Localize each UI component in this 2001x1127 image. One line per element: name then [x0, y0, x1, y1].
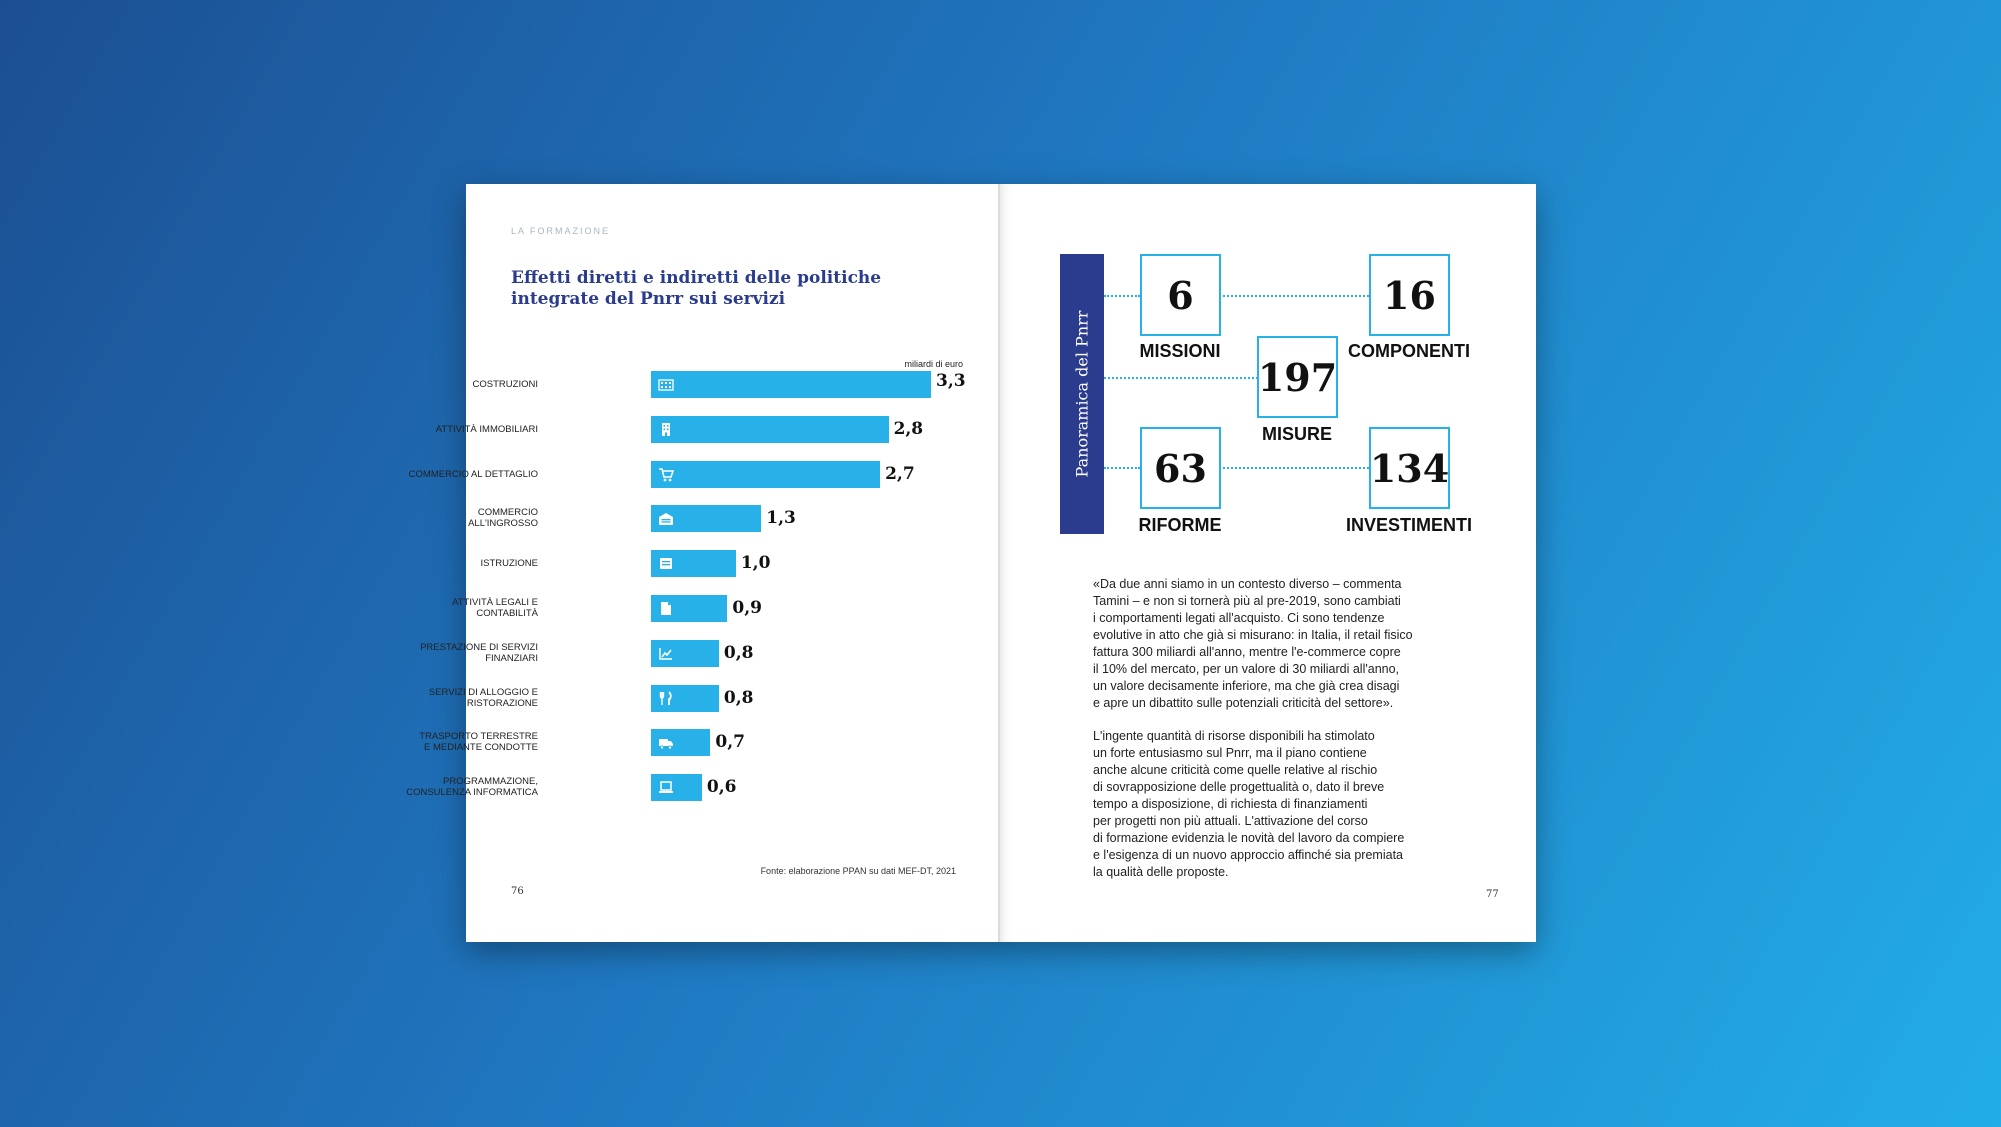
bar: [651, 685, 719, 712]
category-label-line: CONSULENZA INFORMATICA: [406, 787, 538, 799]
category-label: [338, 731, 538, 753]
bar: [651, 505, 761, 532]
category-label-line: SERVIZI DI ALLOGGIO E: [428, 686, 538, 698]
bar-row: [419, 729, 1000, 756]
section-kicker: LA FORMAZIONE: [511, 226, 611, 236]
page-number-left: 76: [511, 886, 524, 897]
text-line: tempo a disposizione, di richiesta di finanziamenti: [1093, 797, 1368, 811]
bar: [651, 595, 727, 622]
value-label: 2,7: [885, 463, 915, 484]
bar: [651, 774, 702, 801]
quote-paragraph: [1093, 576, 1453, 712]
stat-box-missioni: 6: [1140, 254, 1221, 336]
category-label: [338, 642, 538, 664]
category-label-line: RISTORAZIONE: [466, 697, 538, 709]
category-label-line: PRESTAZIONE DI SERVIZI: [420, 641, 538, 653]
text-line: Tamini – e non si tornerà più al pre-2019, sono cambiati: [1093, 594, 1401, 608]
bar-row: [466, 550, 1000, 577]
stat-box-riforme: 63: [1140, 427, 1221, 509]
stat-label-investimenti: INVESTIMENTI: [1345, 515, 1472, 535]
category-label-line: ATTIVITÀ IMMOBILIARI: [435, 423, 538, 435]
value-label: 3,3: [936, 371, 966, 391]
category-label-line: ALL'INGROSSO: [468, 518, 538, 530]
text-line: di sovrapposizione delle progettualità o, dato il breve: [1093, 780, 1385, 794]
text-line: e apre un dibattito sulle potenziali criticità del settore».: [1093, 696, 1394, 710]
text-line: evolutive in atto che già si misurano: in Italia, il retail fisico: [1093, 628, 1413, 642]
bar: [651, 461, 880, 488]
chart-icon: [658, 646, 674, 661]
connector-line: [1219, 295, 1369, 297]
category-label: [338, 597, 538, 619]
value-label: 0,7: [715, 732, 745, 753]
stat-box-componenti: 16: [1369, 254, 1450, 336]
bar-row: [408, 461, 1000, 488]
right-page: [1000, 184, 1536, 942]
category-label-line: E MEDIANTE CONDOTTE: [423, 742, 538, 754]
stat-box-misure: 197: [1257, 336, 1338, 418]
value-label: 1,3: [766, 508, 796, 529]
bar: [651, 640, 719, 667]
laptop-icon: [658, 780, 674, 795]
left-page: [406, 184, 1000, 942]
chart-title: Effetti diretti e indiretti delle politiche integrate del Pnrr sui servizi: [511, 268, 882, 309]
text-line: la qualità delle proposte.: [1093, 865, 1229, 879]
cutlery-icon: [658, 691, 674, 706]
connector-line: [1104, 295, 1140, 297]
connector-line: [1104, 377, 1258, 379]
bar: [651, 729, 710, 756]
building-icon: [658, 377, 674, 392]
connector-line: [1104, 467, 1140, 469]
bar: [651, 371, 931, 398]
unit-label: miliardi di euro: [904, 359, 963, 369]
stat-label-riforme: RIFORME: [1138, 515, 1222, 535]
text-line: per progetti non più attuali. L'attivazione del corso: [1093, 814, 1368, 828]
page-number-right: 77: [1486, 889, 1499, 900]
text-line: e l'esigenza di un nuovo approccio affinché sia premiata: [1093, 848, 1403, 862]
stat-label-missioni: MISSIONI: [1139, 341, 1221, 361]
bar: [651, 550, 736, 577]
category-label: [338, 687, 538, 709]
category-label-line: PROGRAMMAZIONE,: [442, 776, 538, 788]
category-label-line: COMMERCIO AL DETTAGLIO: [408, 468, 538, 480]
bar-row: [435, 416, 1000, 443]
value-label: 0,6: [706, 777, 737, 798]
bar: [651, 416, 889, 443]
text-line: i comportamenti legati all'acquisto. Ci sono tendenze: [1093, 611, 1385, 625]
bar-row: [420, 640, 1000, 667]
category-label: [338, 507, 538, 529]
bar-row: [466, 371, 1000, 398]
paragraph-2: [1093, 728, 1453, 881]
category-label-line: FINANZIARI: [485, 652, 538, 664]
bar-row: [406, 774, 1000, 801]
category-label: [338, 776, 538, 798]
magazine-spread: [406, 184, 1536, 942]
value-label: 1,0: [740, 553, 771, 574]
connector-line: [1219, 467, 1369, 469]
book-icon: [658, 556, 674, 571]
text-line: un forte entusiasmo sul Pnrr, ma il piano contiene: [1093, 746, 1367, 760]
category-label: [338, 424, 538, 435]
document-icon: [658, 601, 674, 616]
category-label-line: COSTRUZIONI: [472, 379, 538, 390]
side-band-label: Panoramica del Pnrr: [1072, 310, 1092, 478]
value-label: 0,8: [723, 642, 754, 663]
text-line: il 10% del mercato, per un valore di 30 miliardi all'anno,: [1093, 662, 1400, 676]
category-label: [338, 558, 538, 569]
text-line: L'ingente quantità di risorse disponibili ha stimolato: [1093, 729, 1375, 743]
category-label-line: COMMERCIO: [477, 507, 538, 519]
stat-label-misure: MISURE: [1261, 424, 1332, 444]
text-line: di formazione evidenzia le novità del lavoro da compiere: [1093, 831, 1405, 845]
category-label: [338, 379, 538, 390]
text-line: «Da due anni siamo in un contesto diverso – commenta: [1093, 577, 1402, 591]
cart-icon: [658, 467, 674, 482]
category-label-line: ATTIVITÀ LEGALI E: [452, 597, 538, 608]
category-label: [338, 469, 538, 480]
truck-icon: [658, 735, 674, 750]
bar-row: [466, 505, 1000, 532]
apartment-icon: [658, 422, 674, 437]
side-band: [1060, 254, 1104, 534]
text-line: fattura 300 miliardi all'anno, mentre l'e-commerce copre: [1093, 645, 1401, 659]
stat-box-investimenti: 134: [1369, 427, 1450, 509]
text-line: un valore decisamente inferiore, ma che già crea disagi: [1093, 679, 1400, 693]
text-line: anche alcune criticità come quelle relative al rischio: [1093, 763, 1378, 777]
value-label: 0,9: [732, 598, 762, 618]
value-label: 2,8: [893, 418, 924, 439]
body-paragraph: [1093, 728, 1453, 881]
category-label-line: CONTABILITÀ: [476, 608, 538, 619]
source-note: Fonte: elaborazione PPAN su dati MEF-DT, 2021: [760, 866, 956, 876]
stat-label-componenti: COMPONENTI: [1347, 341, 1470, 361]
value-label: 0,8: [723, 687, 754, 708]
bar-row: [452, 595, 1000, 622]
category-label-line: ISTRUZIONE: [480, 558, 538, 570]
bar-row: [428, 685, 1000, 712]
paragraph-1: [1093, 576, 1453, 712]
warehouse-icon: [658, 511, 674, 526]
category-label-line: TRASPORTO TERRESTRE: [419, 731, 538, 743]
